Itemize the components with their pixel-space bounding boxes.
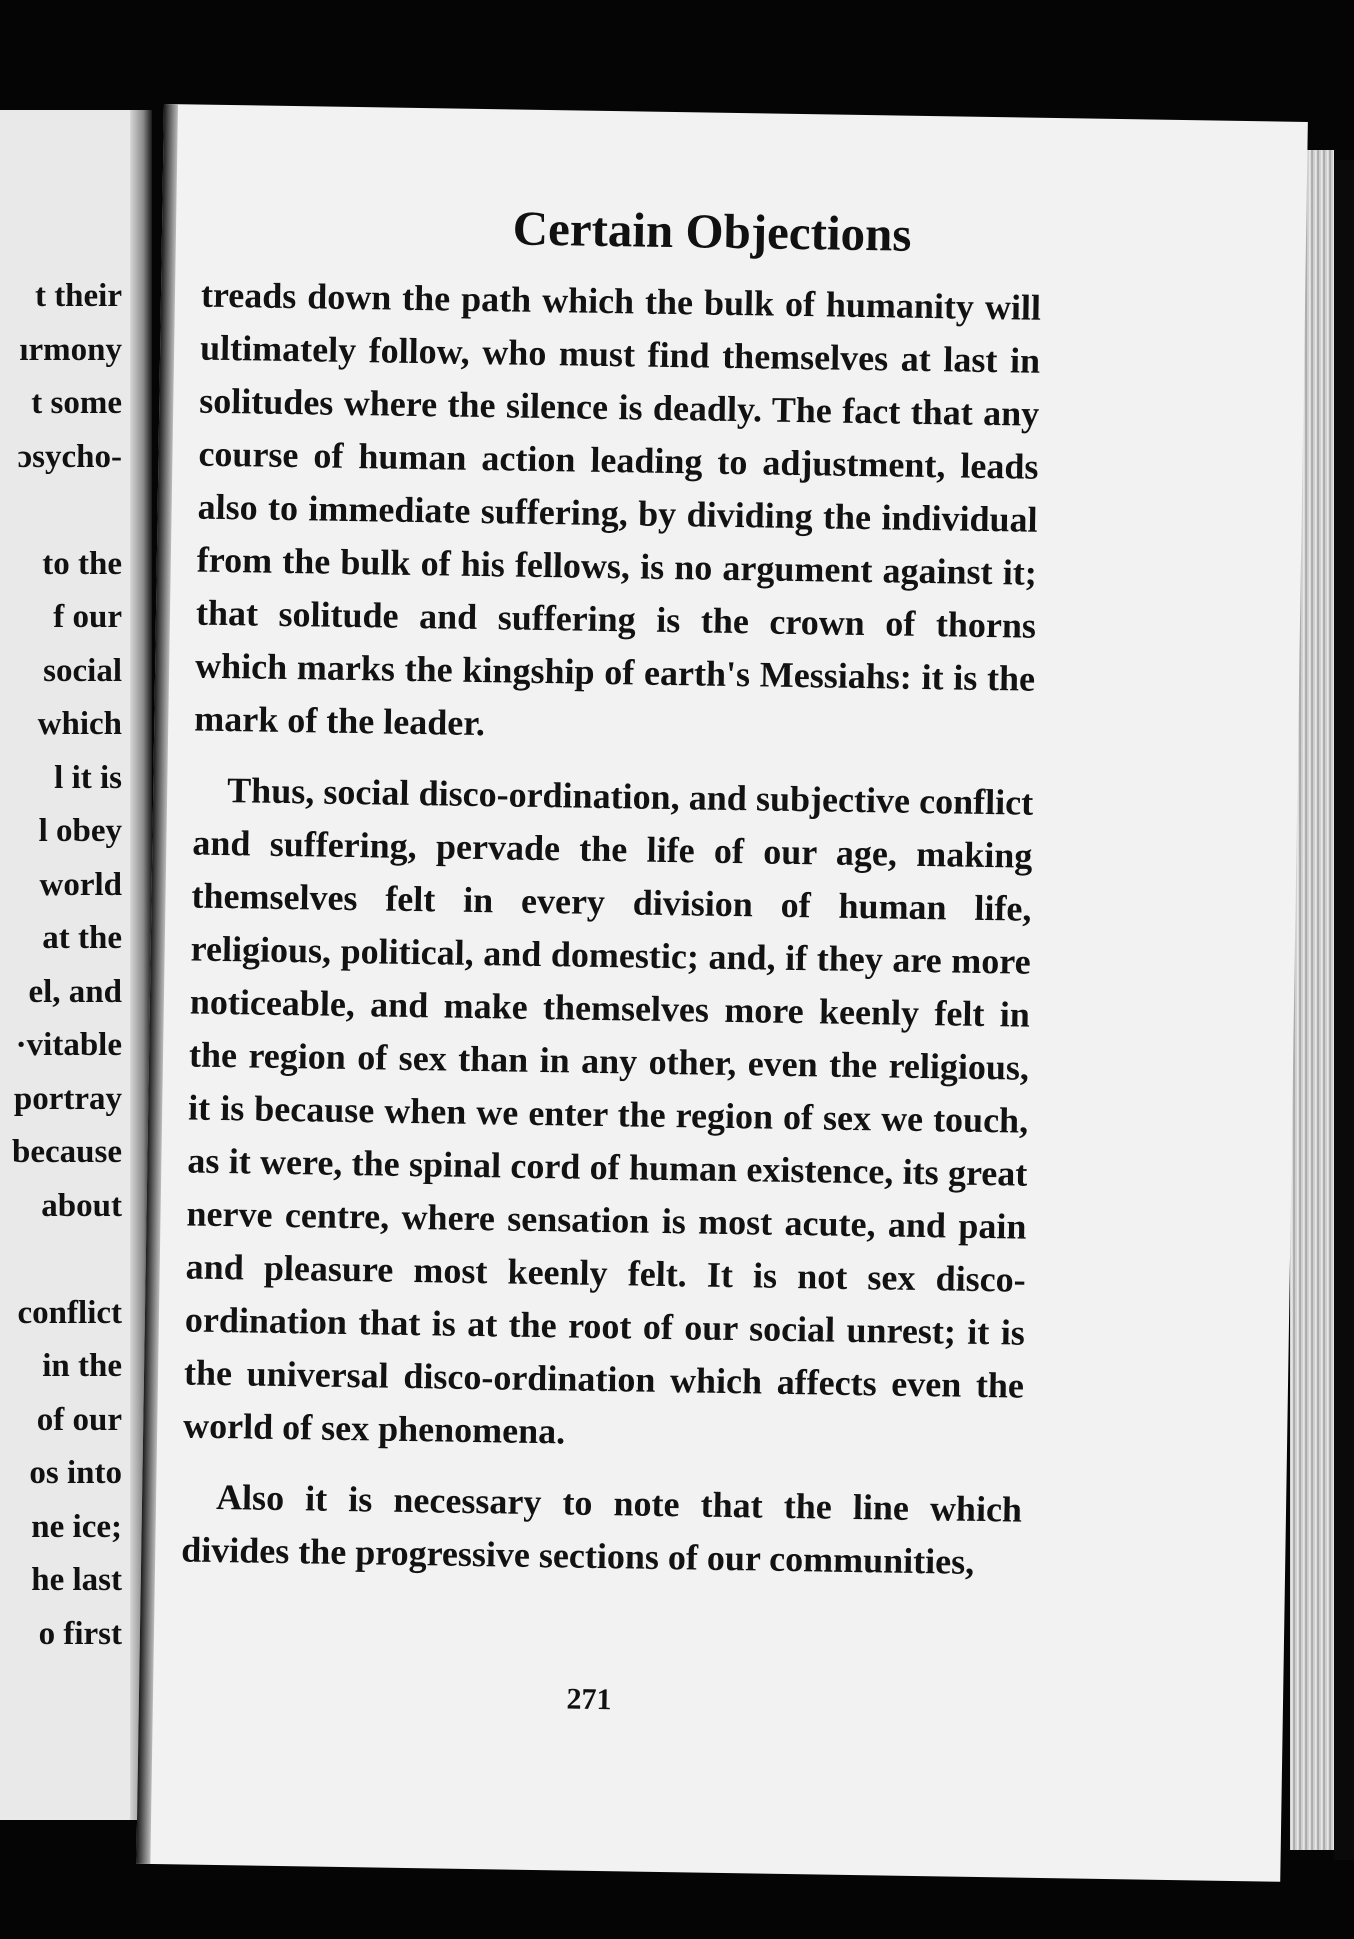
facing-page-line: which xyxy=(37,706,122,742)
facing-page-line: f our xyxy=(53,599,122,635)
page-number: 271 xyxy=(566,1682,612,1717)
paragraph: Also it is necessary to note that the line which divides the progressive sections of our communities, xyxy=(180,1476,1023,1582)
facing-page-line: in the xyxy=(42,1348,122,1384)
body-text xyxy=(181,269,1042,1608)
paragraph: treads down the path which the bulk of humanity will ultimately follow, who must find themselves at last in solitudes where the silence is deadly. The fact that any course of human action leading to adjustment, leads also to immediate suffering, by dividing the individual from the bulk of his fellows, is no argument against it; that solitude and suffering is the crown of thorns which marks the kingship of earth's Messiahs: it is the mark of the leader. xyxy=(194,274,1042,744)
facing-page-line: at the xyxy=(42,920,122,956)
facing-page-line: to the xyxy=(42,545,122,582)
facing-page-line: of our xyxy=(36,1401,122,1438)
facing-page-line: because xyxy=(12,1134,122,1170)
facing-page-line: l it is xyxy=(54,759,122,796)
facing-page-line: ɔsycho- xyxy=(17,438,122,475)
facing-page-line: ·vitable xyxy=(15,1027,122,1063)
facing-page-line: os into xyxy=(29,1455,122,1491)
main-page xyxy=(136,104,1308,1882)
facing-page-line: he last xyxy=(31,1562,122,1598)
facing-page-line: ırmony xyxy=(19,331,122,368)
running-head: Certain Objections xyxy=(512,200,912,262)
facing-page-line: about xyxy=(41,1187,122,1224)
paragraph: Thus, social disco-ordination, and subjective conflict and suffering, pervade the life of our age, making themselves felt in every division of human life, religious, political, and domestic; and, if they are more noticeable, and make themselves more keenly felt in the region of sex than in any other, even the religious, it is because when we enter the region of sex we touch, as it were, the spinal cord of human existence, its great nerve centre, where sensation is most acute, and pain and pleasure most keenly felt. It is not sex disco-ordination that is at the root of our social unrest; it is the universal disco-ordination which affects even the world of sex phenomena. xyxy=(182,770,1034,1452)
facing-page-line: o first xyxy=(38,1615,122,1652)
facing-page-line: el, and xyxy=(28,973,122,1010)
facing-page-line: t some xyxy=(31,385,122,421)
facing-page-line: t their xyxy=(34,278,122,314)
facing-page-line: social xyxy=(43,652,122,689)
facing-page-line: world xyxy=(39,866,122,903)
facing-page-line: l obey xyxy=(38,813,122,849)
facing-page-line: conflict xyxy=(17,1294,122,1331)
facing-page xyxy=(0,110,152,1820)
facing-page-line: portray xyxy=(13,1080,122,1117)
scan-border xyxy=(1334,160,1354,1860)
facing-page-line: ne ice; xyxy=(31,1508,122,1545)
